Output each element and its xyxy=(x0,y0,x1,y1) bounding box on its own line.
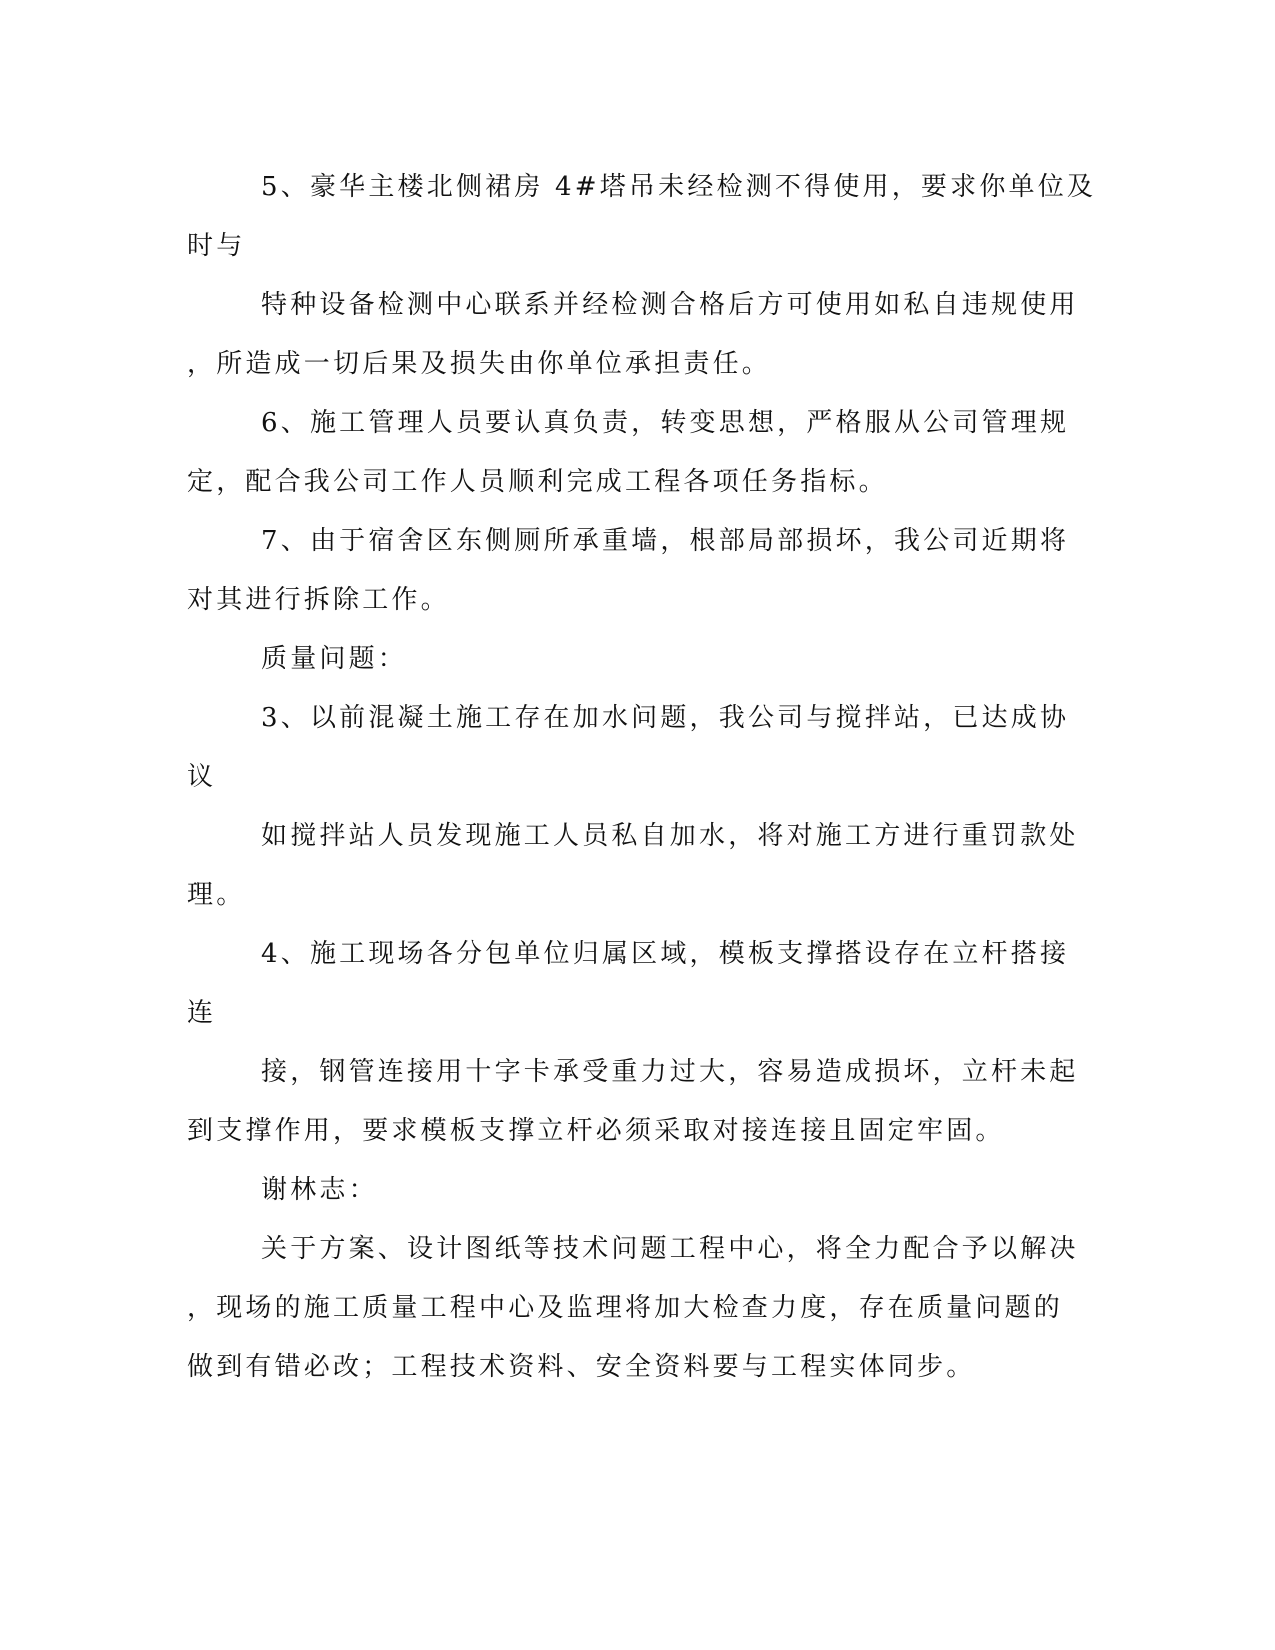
text-line: 议 xyxy=(187,762,217,792)
text-line: 对其进行拆除工作。 xyxy=(187,585,450,615)
text-line: 关于方案、设计图纸等技术问题工程中心，将全力配合予以解决 xyxy=(261,1234,1079,1264)
text-line: 6、施工管理人员要认真负责，转变思想，严格服从公司管理规 xyxy=(261,408,1070,438)
text-line: 7、由于宿舍区东侧厕所承重墙，根部局部损坏，我公司近期将 xyxy=(261,526,1070,556)
text-line: 5、豪华主楼北侧裙房 4#塔吊未经检测不得使用，要求你单位及 xyxy=(261,172,1097,202)
text-line: 4、施工现场各分包单位归属区域，模板支撑搭设存在立杆搭接 xyxy=(261,939,1070,969)
text-line: 如搅拌站人员发现施工人员私自加水，将对施工方进行重罚款处 xyxy=(261,821,1079,851)
text-line: 到支撑作用，要求模板支撑立杆必须采取对接连接且固定牢固。 xyxy=(187,1116,1005,1146)
text-line: 定，配合我公司工作人员顺利完成工程各项任务指标。 xyxy=(187,467,888,497)
text-line: 做到有错必改；工程技术资料、安全资料要与工程实体同步。 xyxy=(187,1352,976,1382)
text-line: ，所造成一切后果及损失由你单位承担责任。 xyxy=(187,349,772,379)
speaker-heading: 谢林志： xyxy=(261,1175,378,1205)
text-line: 特种设备检测中心联系并经检测合格后方可使用如私自违规使用 xyxy=(261,290,1079,320)
text-line: 3、以前混凝土施工存在加水问题，我公司与搅拌站，已达成协 xyxy=(261,703,1070,733)
text-line: 时与 xyxy=(187,231,246,261)
text-line: ，现场的施工质量工程中心及监理将加大检查力度，存在质量问题的 xyxy=(187,1293,1064,1323)
section-heading: 质量问题： xyxy=(261,644,408,674)
text-line: 接，钢管连接用十字卡承受重力过大，容易造成损坏，立杆未起 xyxy=(261,1057,1079,1087)
text-line: 连 xyxy=(187,998,217,1028)
text-line: 理。 xyxy=(187,880,246,910)
document-body xyxy=(0,158,1275,1397)
